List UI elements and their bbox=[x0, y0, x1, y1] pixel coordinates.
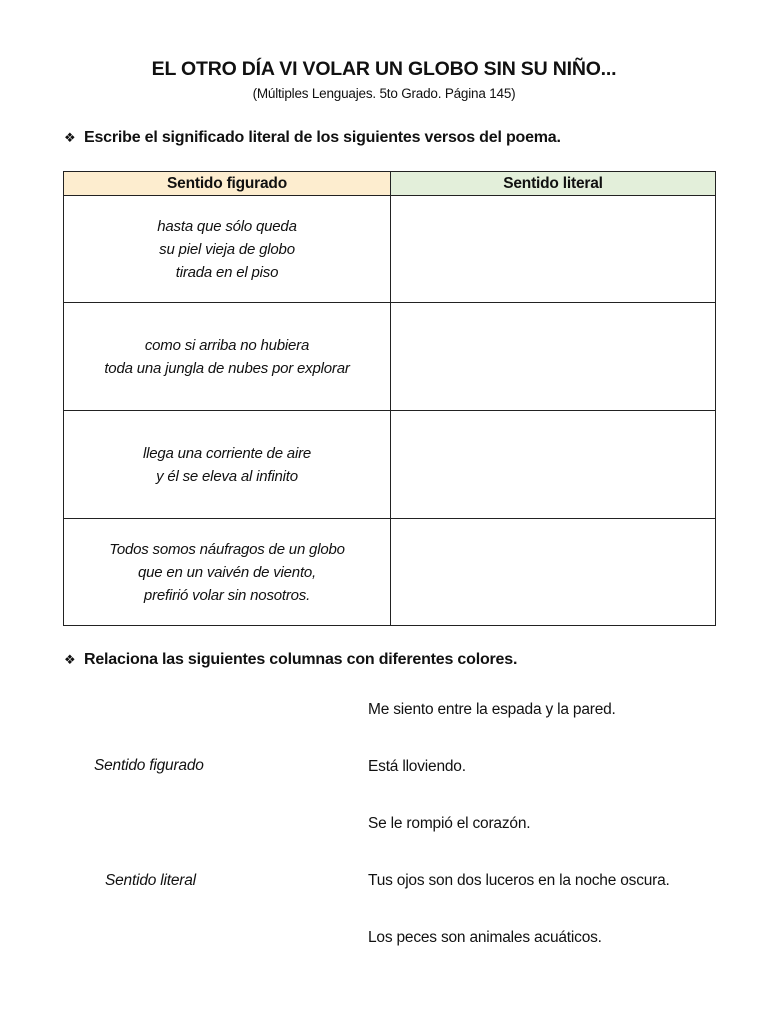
verse-line: que en un vaivén de viento, bbox=[137, 563, 317, 581]
page-title: EL OTRO DÍA VI VOLAR UN GLOBO SIN SU NIÑO... bbox=[151, 58, 617, 80]
verse-line: hasta que sólo queda bbox=[157, 217, 297, 235]
right-column-phrase[interactable]: Los peces son animales acuáticos. bbox=[368, 929, 602, 946]
right-column-phrase[interactable]: Se le rompió el corazón. bbox=[368, 815, 531, 832]
verse-cell bbox=[64, 519, 391, 626]
verse-line: tirada en el piso bbox=[175, 263, 279, 281]
table-row bbox=[64, 519, 716, 626]
left-column-sentido-literal[interactable]: Sentido literal bbox=[105, 872, 196, 889]
instruction-text: Relaciona las siguientes columnas con diferentes colores. bbox=[84, 651, 518, 668]
right-column-phrase[interactable]: Me siento entre la espada y la pared. bbox=[368, 701, 616, 718]
page-subtitle: (Múltiples Lenguajes. 5to Grado. Página 145) bbox=[252, 86, 516, 101]
diamond-bullet-icon: ❖ bbox=[64, 130, 76, 145]
verse-line: toda una jungla de nubes por explorar bbox=[104, 359, 350, 377]
table-row bbox=[64, 303, 716, 411]
literal-answer-cell[interactable] bbox=[391, 411, 716, 519]
verse-line: Todos somos náufragos de un globo bbox=[109, 540, 345, 558]
verse-line: como si arriba no hubiera bbox=[144, 336, 310, 354]
header-sentido-figurado: Sentido figurado bbox=[64, 172, 391, 196]
header-sentido-literal: Sentido literal bbox=[391, 172, 716, 196]
verse-cell bbox=[64, 303, 391, 411]
instruction-text: Escribe el significado literal de los siguientes versos del poema. bbox=[84, 129, 561, 146]
instruction-literal-meaning bbox=[64, 129, 561, 147]
diamond-bullet-icon: ❖ bbox=[64, 652, 76, 667]
verse-cell bbox=[64, 196, 391, 303]
verse-cell bbox=[64, 411, 391, 519]
verse-line: y él se eleva al infinito bbox=[156, 467, 298, 485]
literal-answer-cell[interactable] bbox=[391, 196, 716, 303]
literal-answer-cell[interactable] bbox=[391, 519, 716, 626]
right-column-phrase[interactable]: Tus ojos son dos luceros en la noche oscura. bbox=[368, 872, 670, 889]
verse-line: prefirió volar sin nosotros. bbox=[143, 586, 311, 604]
table-row bbox=[64, 196, 716, 303]
literal-answer-cell[interactable] bbox=[391, 303, 716, 411]
verse-line: su piel vieja de globo bbox=[159, 240, 295, 258]
table-row bbox=[64, 411, 716, 519]
instruction-relate-columns bbox=[64, 651, 517, 669]
left-column-sentido-figurado[interactable]: Sentido figurado bbox=[94, 757, 204, 774]
table-header-row bbox=[64, 172, 716, 196]
verse-line: llega una corriente de aire bbox=[142, 444, 312, 462]
right-column-phrase[interactable]: Está lloviendo. bbox=[368, 758, 466, 775]
meaning-table bbox=[63, 171, 716, 626]
